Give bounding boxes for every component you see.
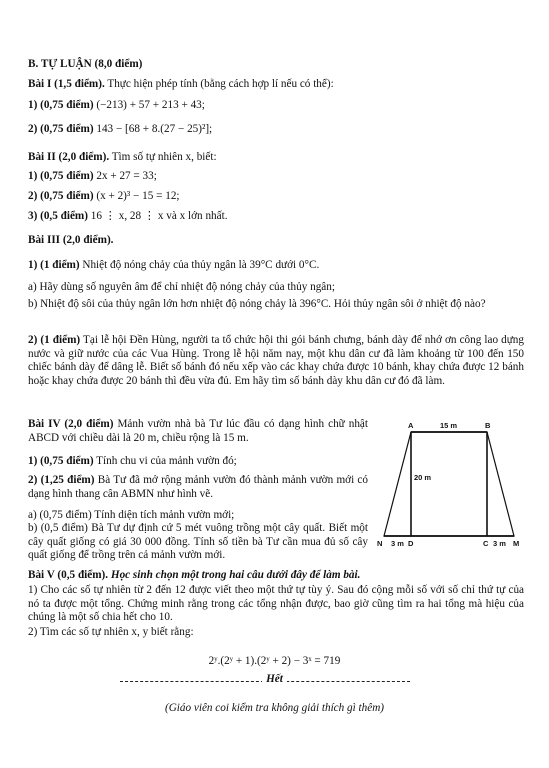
vertex-a-label: A <box>408 421 414 430</box>
bai1-heading <box>28 78 334 91</box>
side-length-label: 20 m <box>414 473 432 482</box>
bai5-q1: 1) Cho các số tự nhiên từ 2 đến 12 được viết theo một thứ tự tùy ý. Sau đó cộng mỗi số với số chỉ thứ tự của nó ta được một tổng. Chứng minh rằng trong các tổng nhận được, bao giờ cũng tìm ra hai tổng mà hiệu của chúng là một số chia hết cho 10. <box>28 584 524 624</box>
vertex-n-label: N <box>377 539 383 548</box>
bai3-q2-label: 2) (1 điểm) <box>28 334 81 346</box>
end-mark-text: Hết <box>262 673 287 685</box>
bai5-title: Bài V (0,5 điểm). <box>28 569 109 581</box>
bai5-q2: 2) Tìm các số tự nhiên x, y biết rằng: <box>28 626 194 638</box>
bai4-q1 <box>28 455 237 468</box>
bai2-q1 <box>28 170 157 183</box>
bai2-q2 <box>28 190 180 203</box>
bai1-q2-label: 2) (0,75 điểm) <box>28 123 94 135</box>
bai2-q3 <box>28 210 228 223</box>
bai5-formula: 2ʸ.(2ʸ + 1).(2ʸ + 2) − 3ˣ = 719 <box>208 655 341 667</box>
bai2-title: Bài II (2,0 điểm). <box>28 151 110 163</box>
bai3-q2-text: Tại lễ hội Đền Hùng, người ta tổ chức hội thi gói bánh chưng, bánh dày để nhớ ơn công lao dựng nước và giữ nước của các Vua Hùng. Trong lễ hội năm nay, một khu dân cư đã làm khoảng từ 100 đến 150 chiếc bánh dày để dâng lễ. Biết số bánh đó nếu xếp vào các khay chứa được 10 bánh, khay chứa được 12 bánh hoặc khay chứa được 20 bánh thì đều vừa đủ. Em hãy tìm số bánh dày khu dân cư đó đã làm. <box>28 334 524 387</box>
trapezoid-abmn <box>384 432 514 536</box>
vertex-m-label: M <box>513 539 520 548</box>
bai3-q1 <box>28 259 319 272</box>
bai3-title: Bài III (2,0 điểm). <box>28 234 114 246</box>
bai2-q3-text: 16 ⋮ x, 28 ⋮ x và x lớn nhất. <box>87 210 228 222</box>
bai5-heading <box>28 569 360 582</box>
top-length-label: 15 m <box>440 421 458 430</box>
bai4-q2-text: Bà Tư đã mở rộng mảnh vườn đó thành mảnh vườn mới có dạng hình thang cân ABMN như hình vẽ. <box>28 474 368 500</box>
end-mark <box>0 673 549 685</box>
bai4-q2b: b) (0,5 điểm) Bà Tư dự định cứ 5 mét vuông trồng một cây quất. Biết một cây quất giống có giá 30 000 đồng. Tính số tiền bà Tư cần mua đủ số cây quất giống để trồng trên cả mảnh vườn mới. <box>28 522 368 562</box>
bai2-q3-label: 3) (0,5 điểm) <box>28 210 88 222</box>
bai2-instruction: Tìm số tự nhiên x, biết: <box>109 151 217 163</box>
bai5-instruction: Học sinh chọn một trong hai câu dưới đây để làm bài. <box>108 569 361 581</box>
bai4-q2 <box>28 474 368 501</box>
bai2-q1-label: 1) (0,75 điểm) <box>28 170 94 182</box>
bai2-heading <box>28 151 217 164</box>
bai2-q1-text: 2x + 27 = 33; <box>93 170 157 182</box>
bai4-q1-label: 1) (0,75 điểm) <box>28 455 94 467</box>
bai1-q1 <box>28 99 205 112</box>
bai1-q2-text: 143 − [68 + 8.(27 − 25)²]; <box>93 123 213 135</box>
right-extension-label: 3 m <box>493 539 506 548</box>
bai1-q1-label: 1) (0,75 điểm) <box>28 99 94 111</box>
bai4-title: Bài IV (2,0 điểm) <box>28 418 114 430</box>
bai1-q1-text: (−213) + 57 + 213 + 43; <box>93 99 205 111</box>
bai3-q1a: a) Hãy dùng số nguyên âm để chỉ nhiệt độ nóng chảy của thủy ngân; <box>28 281 335 293</box>
bai1-instruction: Thực hiện phép tính (bằng cách hợp lí nếu có thể): <box>104 78 334 90</box>
bai3-q1-label: 1) (1 điểm) <box>28 259 80 271</box>
bai2-q2-text: (x + 2)³ − 15 = 12; <box>93 190 180 202</box>
bai3-q1b: b) Nhiệt độ sôi của thủy ngân lớn hơn nhiệt độ nóng chảy là 396°C. Hỏi thủy ngân sôi ở nhiệt độ nào? <box>28 298 486 310</box>
vertex-b-label: B <box>485 421 491 430</box>
bai4-q2a: a) (0,75 điểm) Tính diện tích mảnh vườn mới; <box>28 509 235 521</box>
bai4-intro: Mảnh vườn nhà bà Tư lúc đầu có dạng hình chữ nhật ABCD với chiều dài là 20 m, chiều rộng là 15 m. <box>28 418 369 444</box>
left-extension-label: 3 m <box>391 539 404 548</box>
bai4-q1-text: Tính chu vi của mảnh vườn đó; <box>93 455 237 467</box>
bai2-q2-label: 2) (0,75 điểm) <box>28 190 94 202</box>
footer-note: (Giáo viên coi kiểm tra không giải thích gì thêm) <box>164 702 385 714</box>
bai3-q1-text: Nhiệt độ nóng chảy của thủy ngân là 39°C dưới 0°C. <box>79 259 320 271</box>
bai3-q2 <box>28 334 524 388</box>
vertex-c-label: C <box>483 539 489 548</box>
section-title: B. TỰ LUẬN (8,0 điểm) <box>28 58 143 70</box>
bai1-q2 <box>28 123 212 136</box>
trapezoid-figure <box>374 418 524 548</box>
vertex-d-label: D <box>408 539 414 548</box>
bai4-q2-label: 2) (1,25 điểm) <box>28 474 95 486</box>
bai1-title: Bài I (1,5 điểm). <box>28 78 105 90</box>
bai4-heading <box>28 418 368 445</box>
